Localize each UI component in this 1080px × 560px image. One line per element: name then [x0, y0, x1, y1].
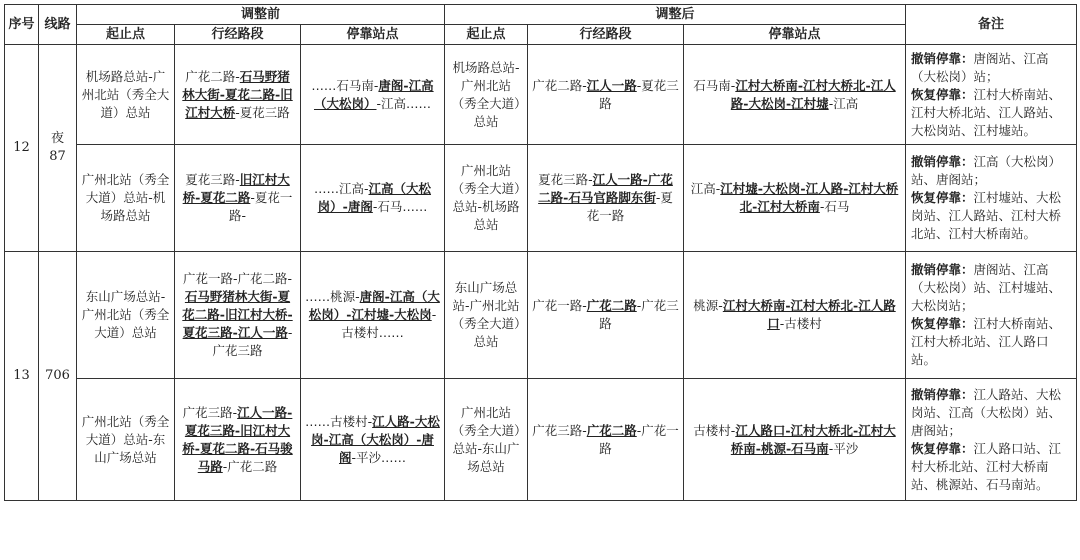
remark-cell — [906, 379, 1077, 501]
cancel-text: 唐阁站、江高（大松岗）站； — [911, 50, 1049, 84]
header-after-road: 行经路段 — [528, 25, 684, 45]
segment: -平沙…… — [351, 449, 407, 465]
after-endpoints-cell: 广州北站（秀全大道）总站-东山广场总站 — [445, 379, 528, 501]
cancel-text: 江人路站、大松岗站、江高（大松岗）站、唐阁站； — [911, 386, 1062, 438]
table-row — [5, 45, 1077, 145]
segment: -石马 — [819, 199, 850, 214]
segment: 广花一路- — [532, 298, 587, 313]
seq-cell: 13 — [5, 252, 39, 501]
seq-cell: 12 — [5, 45, 39, 252]
segment: 广花三路- — [182, 404, 238, 420]
segment: -夏花一路 — [586, 190, 673, 223]
restore-text: 江村大桥南站、江村大桥北站、江人路站、大松岗站、江村墟站。 — [911, 86, 1062, 138]
restore-text: 江村大桥南站、江村大桥北站、江人路口站。 — [911, 316, 1062, 367]
after-endpoints-cell: 东山广场总站-广州北站（秀全大道）总站 — [445, 252, 528, 379]
segment: ……古楼村- — [305, 413, 373, 429]
restore-text: 江人路口站、江村大桥北站、江村大桥南站、桃源站、石马南站。 — [911, 440, 1062, 492]
changed-segment: 江人路口-江村大桥北-江村大桥南-桃源-石马南 — [730, 422, 896, 456]
before-stops-cell — [301, 145, 445, 252]
restore-label: 恢复停靠： — [911, 190, 974, 205]
segment: -石马…… — [372, 199, 428, 214]
changed-segment: 广花二路 — [586, 298, 637, 313]
cancel-label: 撤销停靠： — [911, 50, 974, 66]
segment: 石马南- — [693, 77, 736, 93]
after-road-cell — [528, 379, 684, 501]
after-road-cell — [528, 45, 684, 145]
after-endpoints-cell: 广州北站（秀全大道）总站-机场路总站 — [445, 145, 528, 252]
before-endpoints-cell: 东山广场总站-广州北站（秀全大道）总站 — [77, 252, 175, 379]
cancel-label: 撤销停靠： — [911, 386, 974, 402]
line-cell: 706 — [39, 252, 77, 501]
segment: ……江高- — [313, 181, 369, 196]
changed-segment: 石马野猪林大街-夏花二路-旧江村大桥 — [182, 68, 293, 120]
before-road-cell — [175, 45, 301, 145]
before-stops-cell — [301, 379, 445, 501]
changed-segment: 江人一路-夏花三路-旧江村大桥-夏花二路-石马骏马路 — [182, 404, 293, 474]
table-row — [5, 145, 1077, 252]
restore-text: 江村墟站、大松岗站、江人路站、江村大桥北站、江村大桥南站。 — [911, 190, 1062, 241]
after-stops-cell — [684, 379, 906, 501]
changed-segment: 石马野猪林大街-夏花二路-旧江村大桥-夏花三路-江人一路 — [182, 289, 293, 340]
after-road-cell — [528, 145, 684, 252]
changed-segment: 江人一路-广花二路-石马官路脚东街 — [538, 172, 673, 205]
after-stops-cell — [684, 45, 906, 145]
segment: -古楼村 — [779, 316, 822, 331]
after-road-cell — [528, 252, 684, 379]
header-seq: 序号 — [5, 5, 39, 45]
header-before-road: 行经路段 — [175, 25, 301, 45]
restore-label: 恢复停靠： — [911, 440, 974, 456]
segment: 桃源- — [693, 298, 723, 313]
segment: -广花二路 — [222, 458, 278, 474]
segment: -江高 — [828, 95, 859, 111]
cancel-text: 唐阁站、江高（大松岗）站、江村墟站、大松岗站； — [911, 262, 1062, 313]
before-endpoints-cell: 机场路总站-广州北站（秀全大道）总站 — [77, 45, 175, 145]
after-stops-cell — [684, 145, 906, 252]
header-line: 线路 — [39, 5, 77, 45]
restore-label: 恢复停靠： — [911, 316, 974, 331]
before-endpoints-cell: 广州北站（秀全大道）总站-机场路总站 — [77, 145, 175, 252]
remark-cell — [906, 145, 1077, 252]
segment: 江高- — [690, 181, 721, 196]
cancel-label: 撤销停靠： — [911, 262, 974, 277]
changed-segment: 唐阁-江高（大松岗）-江村墟-大松岗 — [308, 289, 440, 322]
header-before: 调整前 — [77, 5, 445, 25]
changed-segment: 江人一路 — [586, 77, 637, 93]
before-road-cell — [175, 379, 301, 501]
after-endpoints-cell: 机场路总站-广州北站（秀全大道）总站 — [445, 45, 528, 145]
segment: 古楼村- — [693, 422, 736, 438]
before-road-cell — [175, 145, 301, 252]
changed-segment: 旧江村大桥-夏花二路 — [182, 172, 290, 205]
segment: ……桃源- — [305, 289, 360, 304]
header-before-stops: 停靠站点 — [301, 25, 445, 45]
cancel-label: 撤销停靠： — [911, 154, 974, 169]
segment: 广花二路- — [185, 68, 240, 84]
segment: 广花二路- — [532, 77, 587, 93]
changed-segment: 江村墟-大松岗-江人路-江村大桥北-江村大桥南 — [720, 181, 899, 214]
header-after-stops: 停靠站点 — [684, 25, 906, 45]
segment: -夏花三路 — [599, 77, 679, 111]
segment: -广花三路 — [599, 298, 679, 331]
segment: -夏花三路 — [235, 104, 290, 120]
segment: 广花一路-广花二路- — [182, 271, 293, 286]
before-stops-cell — [301, 45, 445, 145]
segment: -江高…… — [376, 95, 432, 111]
line-cell: 夜87 — [39, 45, 77, 252]
remark-cell — [906, 45, 1077, 145]
changed-segment: 江高（大松岗）-唐阁 — [317, 181, 432, 214]
changed-segment: 江人路-大松岗-江高（大松岗）-唐阁 — [311, 413, 440, 465]
segment: 夏花三路- — [185, 172, 240, 187]
changed-segment: 江村大桥南-江村大桥北-江人路-大松岗-江村墟 — [730, 77, 896, 111]
cancel-text: 江高（大松岗）站、唐阁站； — [911, 154, 1062, 187]
changed-segment: 唐阁-江高（大松岗） — [313, 77, 434, 111]
changed-segment: 江村大桥南-江村大桥北-江人路口 — [722, 298, 896, 331]
table-row — [5, 379, 1077, 501]
header-remark: 备注 — [906, 5, 1077, 45]
segment: -夏花一路- — [228, 190, 293, 223]
segment: 广花三路- — [532, 422, 587, 438]
after-stops-cell — [684, 252, 906, 379]
changed-segment: 广花二路 — [586, 422, 637, 438]
table-row — [5, 252, 1077, 379]
remark-cell — [906, 252, 1077, 379]
segment: -平沙 — [828, 440, 859, 456]
route-adjustment-table — [4, 4, 1077, 501]
before-road-cell — [175, 252, 301, 379]
restore-label: 恢复停靠： — [911, 86, 974, 102]
segment: -古楼村…… — [341, 307, 437, 340]
segment: ……石马南- — [311, 77, 379, 93]
header-after: 调整后 — [445, 5, 906, 25]
segment: -广花一路 — [599, 422, 679, 456]
before-stops-cell — [301, 252, 445, 379]
segment: 夏花三路- — [538, 172, 593, 187]
before-endpoints-cell: 广州北站（秀全大道）总站-东山广场总站 — [77, 379, 175, 501]
header-before-start-end: 起止点 — [77, 25, 175, 45]
header-after-start-end: 起止点 — [445, 25, 528, 45]
segment: -广花三路 — [212, 325, 293, 358]
